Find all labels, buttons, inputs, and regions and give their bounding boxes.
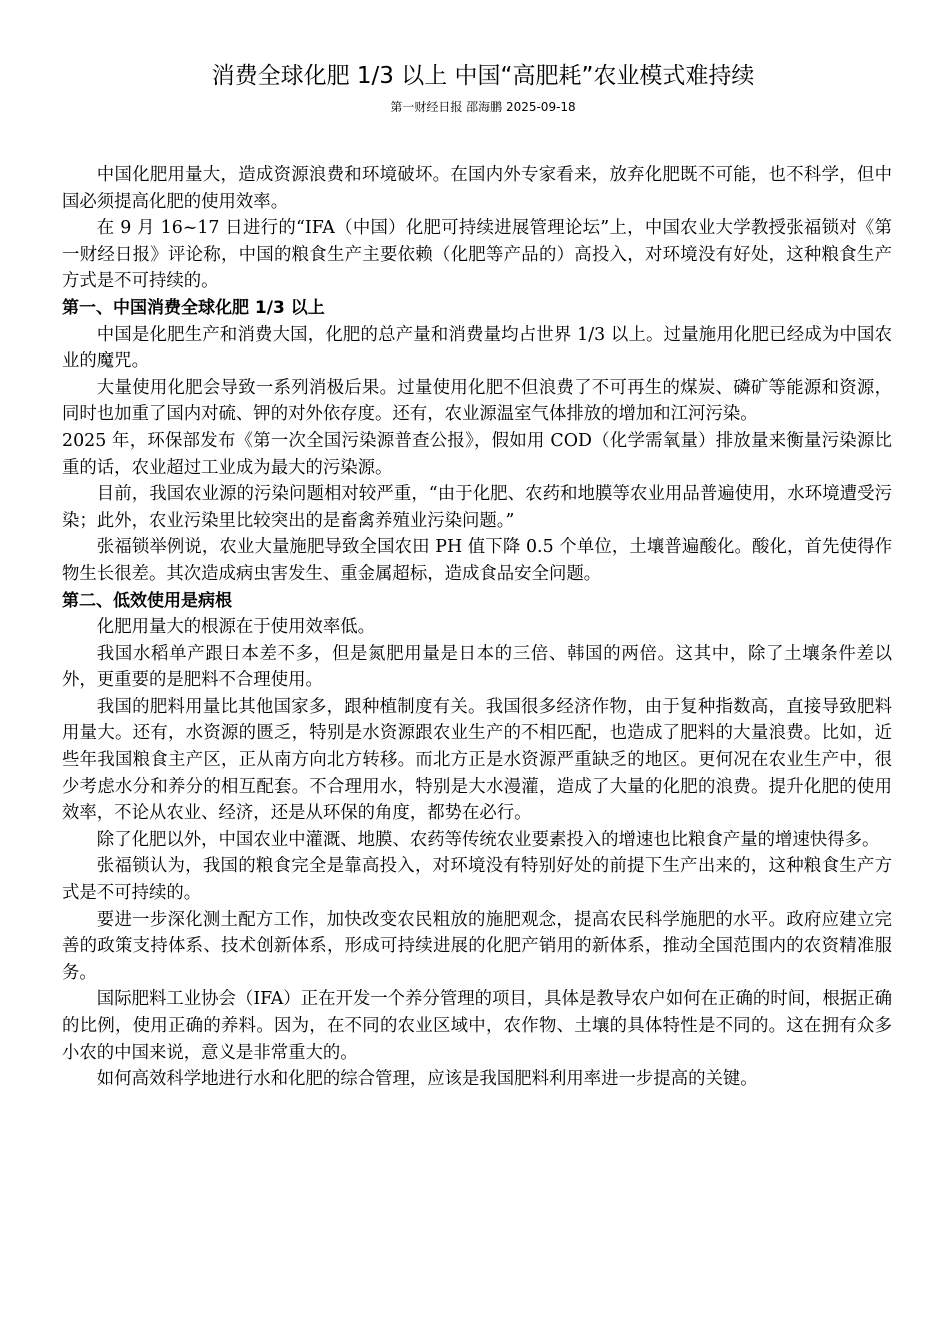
paragraph: 大量使用化肥会导致一系列消极后果。过量使用化肥不但浪费了不可再生的煤炭、磷矿等能源和资源，同时也加重了国内对硫、钾的对外依存度。还有，农业源温室气体排放的增加和江河污染。 <box>62 377 892 425</box>
section-heading: 第二、低效使用是病根 <box>62 590 232 611</box>
article-title: 消费全球化肥 1/3 以上 中国“高肥耗”农业模式难持续 <box>211 63 755 89</box>
article-body <box>62 162 892 1093</box>
document-page <box>62 58 892 1093</box>
paragraph: 张福锁举例说，农业大量施肥导致全国农田 PH 值下降 0.5 个单位，土壤普遍酸化。酸化，首先使得作物生长很差。其次造成病虫害发生、重金属超标，造成食品安全问题。 <box>62 537 892 584</box>
article-byline: 第一财经日报 邵海鹏 2025-09-18 <box>390 100 576 114</box>
paragraph: 2025 年，环保部发布《第一次全国污染源普查公报》，假如用 COD（化学需氧量）排放量来衡量污染源比重的话，农业超过工业成为最大的污染源。 <box>62 430 892 478</box>
section-heading: 第一、中国消费全球化肥 1/3 以上 <box>62 297 325 318</box>
paragraph: 除了化肥以外，中国农业中灌溉、地膜、农药等传统农业要素投入的增速也比粮食产量的增速快得多。 <box>96 829 880 850</box>
paragraph: 我国水稻单产跟日本差不多，但是氮肥用量是日本的三倍、韩国的两倍。这其中，除了土壤条件差以外，更重要的是肥料不合理使用。 <box>62 643 892 691</box>
paragraph: 如何高效科学地进行水和化肥的综合管理，应该是我国肥料利用率进一步提高的关键。 <box>96 1069 758 1090</box>
paragraph: 国际肥料工业协会（IFA）正在开发一个养分管理的项目，具体是教导农户如何在正确的时间，根据正确的比例，使用正确的养料。因为，在不同的农业区域中，农作物、土壤的具体特性是不同的。这在拥有众多小农的中国来说，意义是非常重大的。 <box>62 989 892 1063</box>
paragraph: 中国化肥用量大，造成资源浪费和环境破坏。在国内外专家看来，放弃化肥既不可能，也不科学，但中国必须提高化肥的使用效率。 <box>62 165 892 212</box>
paragraph: 要进一步深化测土配方工作，加快改变农民粗放的施肥观念，提高农民科学施肥的水平。政府应建立完善的政策支持体系、技术创新体系，形成可持续进展的化肥产销用的新体系，推动全国范围内的农资精准服务。 <box>62 909 892 983</box>
paragraph: 张福锁认为，我国的粮食完全是靠高投入，对环境没有特别好处的前提下生产出来的，这种粮食生产方式是不可持续的。 <box>62 856 892 904</box>
paragraph: 在 9 月 16~17 日进行的“IFA（中国）化肥可持续进展管理论坛”上，中国农业大学教授张福锁对《第一财经日报》评论称，中国的粮食生产主要依赖（化肥等产品的）高投入，对环境没有好处，这种粮食生产方式是不可持续的。 <box>62 218 892 292</box>
paragraph: 化肥用量大的根源在于使用效率低。 <box>96 617 376 638</box>
paragraph: 我国的肥料用量比其他国家多，跟种植制度有关。我国很多经济作物，由于复种指数高，直接导致肥料用量大。还有，水资源的匮乏，特别是水资源跟农业生产的不相匹配，也造成了肥料的大量浪费。比如，近些年我国粮食主产区，正从南方向北方转移。而北方正是水资源严重缺乏的地区。更何况在农业生产中，很少考虑水分和养分的相互配套。不合理用水，特别是大水漫灌，造成了大量的化肥的浪费。提升化肥的使用效率，不论从农业、经济，还是从环保的角度，都势在必行。 <box>62 696 892 824</box>
paragraph: 中国是化肥生产和消费大国，化肥的总产量和消费量均占世界 1/3 以上。过量施用化肥已经成为中国农业的魔咒。 <box>62 324 892 372</box>
paragraph: 目前，我国农业源的污染问题相对较严重，“由于化肥、农药和地膜等农业用品普遍使用，水环境遭受污染；此外，农业污染里比较突出的是畜禽养殖业污染问题。” <box>62 484 892 531</box>
